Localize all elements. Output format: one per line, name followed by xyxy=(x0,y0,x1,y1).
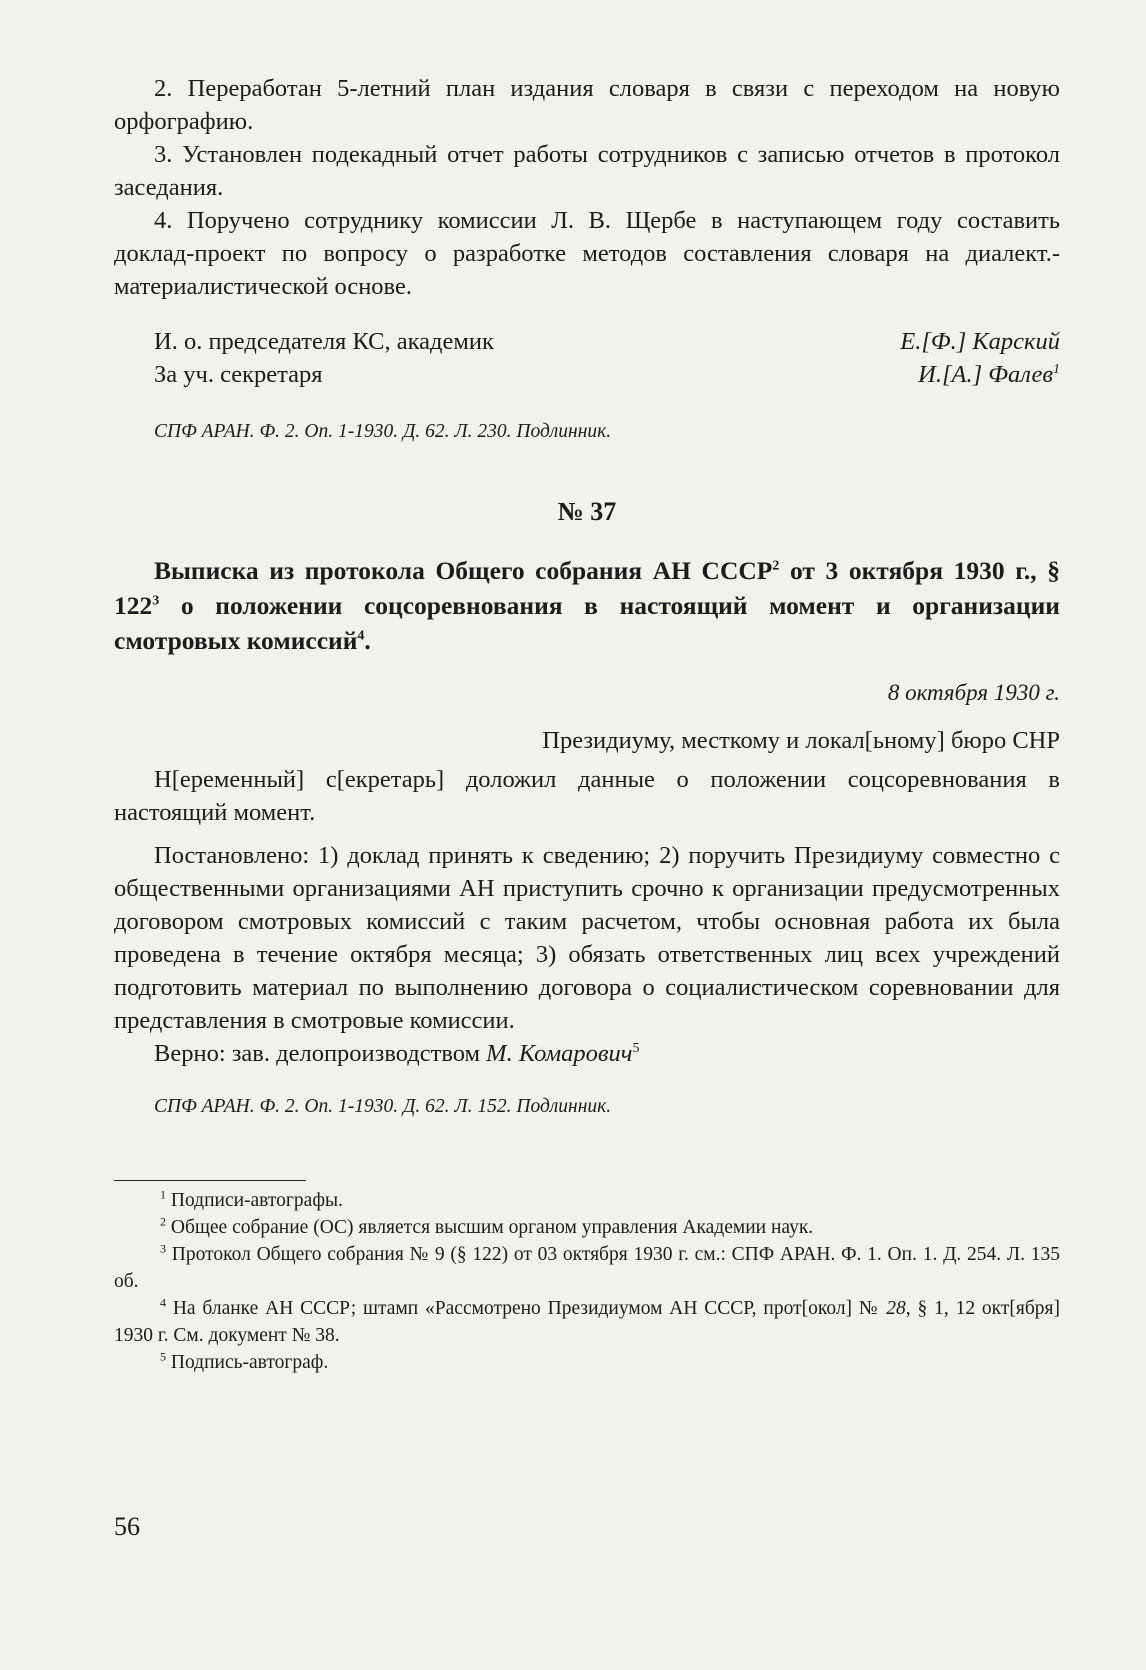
secretary-label: За уч. секретаря xyxy=(154,361,323,388)
footnote-1: $^1$ Подписи-автографы. xyxy=(160,1187,343,1211)
source-reference-2: СПФ АРАН. Ф. 2. Оп. 1-1930. Д. 62. Л. 152. Подлинник. xyxy=(154,1096,612,1117)
item-4: 4. Поручено сотруднику комиссии Л. В. Щербе в наступающем году составить доклад-проект по вопросу о разработке методов составления словаря на диалект.-материалистической основе. xyxy=(114,207,1060,300)
footnote-ref-4: 4 xyxy=(357,628,365,644)
footnote-ref-2: 2 xyxy=(772,558,780,574)
item-2: 2. Переработан 5-летний план издания словаря в связи с переходом на новую орфографию. xyxy=(114,75,1060,135)
footnote-5: $^5$ Подпись-автограф. xyxy=(160,1349,329,1373)
footnote-4: $^4$ На бланке АН СССР; штамп «Рассмотрено Президиумом АН СССР, прот[окол] № 28, § 1, 12 окт[ября] 1930 г. См. документ № 38. xyxy=(114,1295,1060,1346)
footnote-3: $^3$ Протокол Общего собрания № 9 (§ 122) от 03 октября 1930 г. см.: СПФ АРАН. Ф. 1. Оп. 1. Д. 254. Л. 135 об. xyxy=(114,1241,1061,1292)
footnote-ref-3: 3 xyxy=(152,593,160,609)
document-title: Выписка из протокола Общего собрания АН СССР$^2$ от 3 октября 1930 г., § $122^3$ о положении соцсоревнования в настоящий момент и организации смотровых комиссий$^4$. xyxy=(114,556,1060,655)
chair-name: Е.[Ф.] Карский xyxy=(900,328,1060,355)
verified-line: Верно: зав. делопроизводством М. Комарович$^5$ xyxy=(154,1040,640,1067)
document-number: № 37 xyxy=(557,497,617,526)
document-date: 8 октября 1930 г. xyxy=(887,680,1060,705)
footnote-ref-5: 5 xyxy=(632,1040,640,1056)
addressee: Президиуму, месткому и локал[ьному] бюро СНР xyxy=(542,727,1060,754)
footnote-ref-1: 1 xyxy=(1053,361,1060,377)
secretary-name: И.[А.] Фалев xyxy=(918,361,1053,388)
page-number: 56 xyxy=(114,1512,140,1541)
chair-label: И. о. председателя КС, академик xyxy=(154,328,494,355)
verified-name: М. Комарович xyxy=(486,1040,633,1067)
main-text xyxy=(114,72,1060,1376)
chair-signature xyxy=(114,325,1060,358)
paragraph-resolution: Постановлено: 1) доклад принять к сведению; 2) поручить Президиуму совместно с общественными организациями АН приступить срочно к организации предусмотренных договором смотровых комиссий с таким расчетом, чтобы основная работа их была проведена в течение октября месяца; 3) обязать ответственных лиц всех учреждений подготовить материал по выполнению договора о социалистическом соревновании для представления в смотровые комиссии. xyxy=(114,842,1060,1034)
source-reference-1: СПФ АРАН. Ф. 2. Оп. 1-1930. Д. 62. Л. 230. Подлинник. xyxy=(154,421,612,442)
item-3: 3. Установлен подекадный отчет работы сотрудников с записью отчетов в протокол заседания. xyxy=(114,141,1060,201)
secretary-signature xyxy=(114,358,1060,391)
paragraph-report: Н[еременный] с[екретарь] доложил данные о положении соцсоревнования в настоящий момент. xyxy=(114,766,1060,826)
footnote-2: $^2$ Общее собрание (ОС) является высшим органом управления Академии наук. xyxy=(160,1214,814,1238)
secretary-name-wrap xyxy=(918,358,1060,391)
